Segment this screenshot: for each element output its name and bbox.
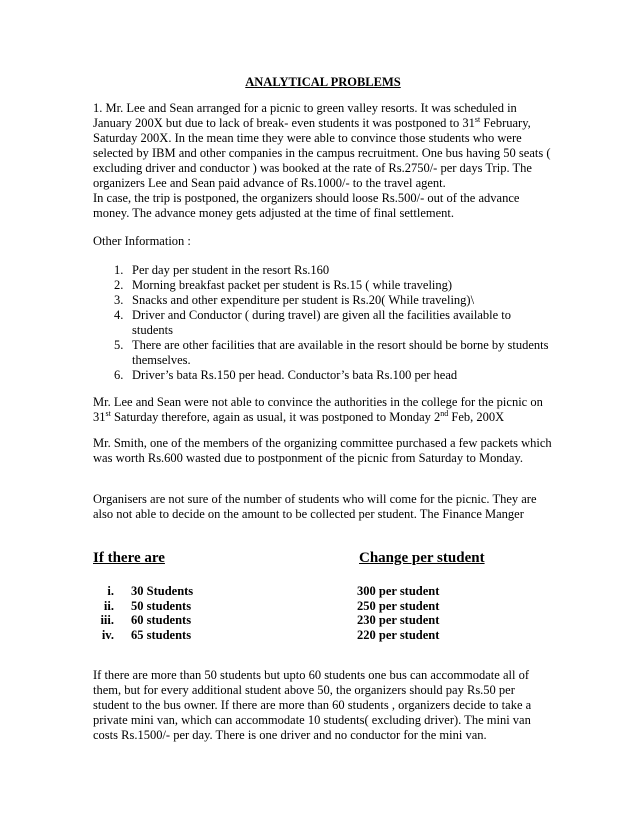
table-row bbox=[93, 599, 553, 614]
row-number: iv. bbox=[101, 627, 114, 642]
problem-paragraph-2 bbox=[93, 395, 553, 425]
p2-text-a: Mr. Lee and Sean were not able to convince the authorities in the college for the picnic on 31 bbox=[93, 395, 543, 424]
problem-paragraph-5: If there are more than 50 students but upto 60 students one bus can accommodate all of them, but for every additional student above 50, the organizers should pay Rs.50 per student to the bus owner. If there are more than 60 students , organizers decide to take a private mini van, which can accommodate 10 students( excluding driver). The mini van costs Rs.1500/- per day. There is one driver and no conductor for the mini van. bbox=[93, 668, 532, 742]
table-row bbox=[93, 628, 553, 643]
row-students: 60 students bbox=[131, 613, 192, 627]
list-item bbox=[93, 293, 553, 308]
row-charge: 230 per student bbox=[357, 613, 440, 627]
p1-text-line2: In case, the trip is postponed, the organizers should loose Rs.500/- out of the advance money. The advance money gets adjusted at the time of final settlement. bbox=[93, 191, 520, 220]
list-item-text: There are other facilities that are available in the resort should be borne by students themselves. bbox=[132, 338, 549, 367]
list-item bbox=[93, 278, 553, 293]
problem-paragraph-1 bbox=[93, 101, 553, 221]
list-item-number: 1. bbox=[114, 263, 124, 277]
list-item bbox=[93, 308, 553, 338]
p1-text-before: 1. Mr. Lee and Sean arranged for a picnic to green valley resorts. It was scheduled in January 200X but due to lack of break- even students it was postponed to 31 bbox=[93, 101, 517, 130]
row-number: i. bbox=[107, 584, 114, 598]
page-title: ANALYTICAL PROBLEMS bbox=[245, 75, 401, 89]
row-students: 65 students bbox=[131, 627, 192, 642]
list-item-text: Morning breakfast packet per student is Rs.15 ( while traveling) bbox=[132, 278, 453, 292]
list-item-number: 4. bbox=[114, 308, 124, 322]
row-charge: 250 per student bbox=[357, 598, 440, 613]
list-item bbox=[93, 263, 553, 278]
list-item-number: 5. bbox=[114, 338, 124, 352]
p1-superscript: st bbox=[474, 114, 481, 124]
p2-text-c: Feb, 200X bbox=[448, 410, 505, 424]
row-number: ii. bbox=[103, 598, 114, 613]
row-number: iii. bbox=[100, 613, 114, 627]
row-students: 30 Students bbox=[131, 584, 194, 598]
list-item-number: 2. bbox=[114, 278, 124, 292]
list-item-text: Per day per student in the resort Rs.160 bbox=[132, 263, 330, 277]
row-students: 50 students bbox=[131, 598, 192, 613]
list-item-text: Driver and Conductor ( during travel) are given all the facilities available to students bbox=[132, 308, 512, 337]
list-item-text: Snacks and other expenditure per student is Rs.20( While traveling)\ bbox=[132, 293, 475, 307]
problem-paragraph-4: Organisers are not sure of the number of students who will come for the picnic. They are also not able to decide on the amount to be collected per student. The Finance Manger bbox=[93, 492, 537, 521]
problem-paragraph-3: Mr. Smith, one of the members of the organizing committee purchased a few packets which was worth Rs.600 wasted due to postponment of the picnic from Saturday to Monday. bbox=[93, 436, 552, 465]
p1-text-after: February, Saturday 200X. In the mean time they were able to convince those students who were selected by IBM and other companies in the campus recruitment. One bus having 50 seats ( excluding driver and conductor ) was booked at the rate of Rs.2750/- per days Trip. The organizers Lee and Sean paid advance of Rs.1000/- to the travel agent. bbox=[93, 116, 551, 190]
list-item-number: 6. bbox=[114, 368, 124, 382]
list-item bbox=[93, 338, 553, 368]
table-row bbox=[93, 613, 553, 628]
other-info-label: Other Information : bbox=[93, 234, 191, 248]
table-row bbox=[93, 584, 553, 599]
list-item-text: Driver’s bata Rs.150 per head. Conductor’s bata Rs.100 per head bbox=[132, 368, 458, 382]
charge-table bbox=[93, 584, 553, 642]
p2-text-b: Saturday therefore, again as usual, it was postponed to Monday 2 bbox=[110, 410, 441, 424]
table-heading-right: Change per student bbox=[359, 550, 485, 566]
p2-superscript-2: nd bbox=[440, 408, 449, 418]
table-heading-left: If there are bbox=[93, 550, 165, 566]
p2-superscript-1: st bbox=[105, 408, 111, 418]
list-item-number: 3. bbox=[114, 293, 124, 307]
row-charge: 220 per student bbox=[357, 627, 440, 642]
list-item bbox=[93, 368, 553, 383]
row-charge: 300 per student bbox=[357, 584, 440, 598]
other-info-list bbox=[93, 263, 553, 383]
